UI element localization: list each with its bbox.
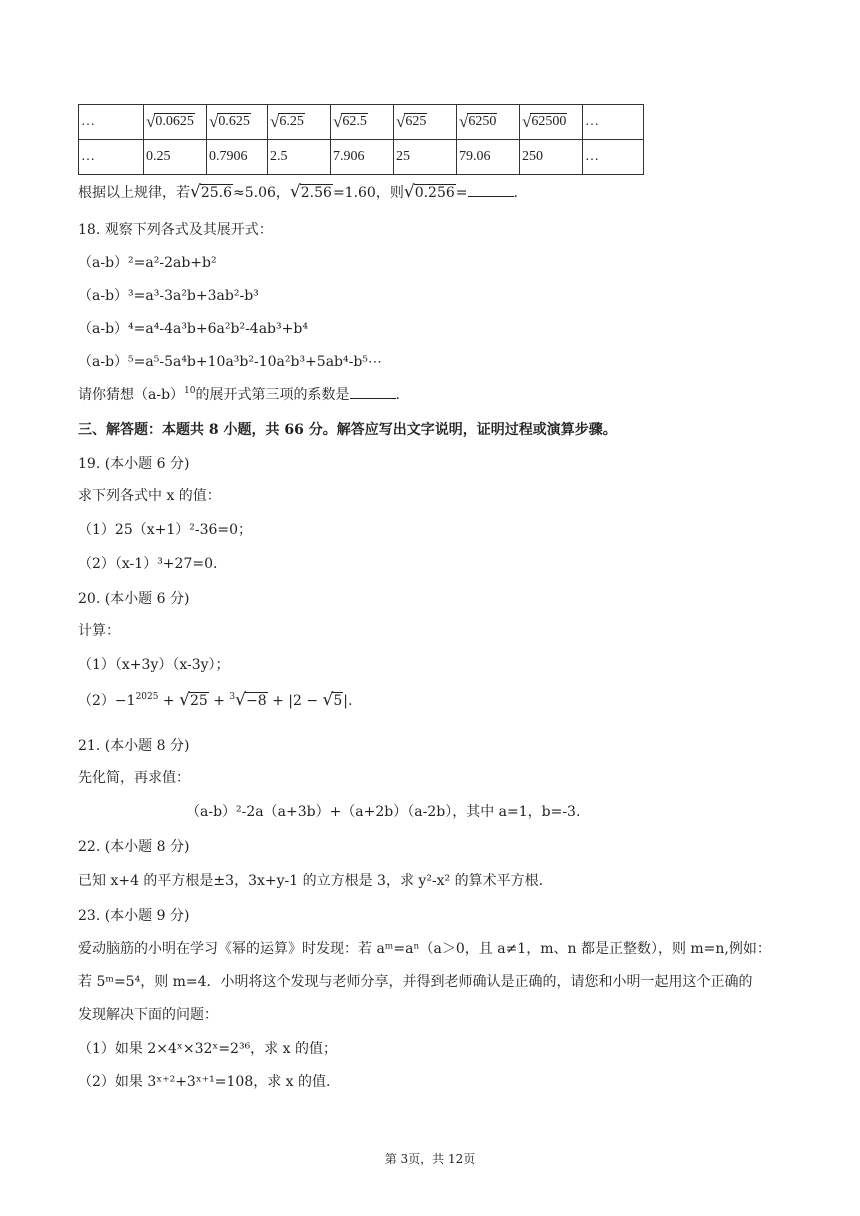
table-cell: 0.7906 <box>207 140 268 175</box>
q19-intro: 求下列各式中 x 的值： <box>78 488 221 504</box>
table-cell: √ 6.25 <box>268 105 331 140</box>
table-cell: √ 62.5 <box>331 105 394 140</box>
q17-statement: 根据以上规律，若 √ 25.6 ≈5.06， √ 2.56 =1.60，则 √ 0.256 = . <box>78 182 518 202</box>
q22-text: 已知 x+4 的平方根是±3，3x+y-1 的立方根是 3，求 y²-x² 的算术平方根. <box>78 873 544 889</box>
table-cell: √ 62500 <box>520 105 583 140</box>
q19-part2: （2）（x-1）³+27=0. <box>78 556 218 572</box>
table-cell: 25 <box>394 140 457 175</box>
q21-intro: 先化简，再求值： <box>78 770 190 786</box>
sqrt-pattern-table <box>78 104 644 175</box>
q21-title: 21. (本小题 8 分) <box>78 738 190 754</box>
q23-text-line: 爱动脑筋的小明在学习《幂的运算》时发现：若 aᵐ=aⁿ（a＞0，且 a≠1，m、n 都是正整数），则 m=n,例如： <box>78 941 771 957</box>
answer-blank <box>468 184 514 197</box>
table-cell: 250 <box>520 140 583 175</box>
q23-text-line: 发现解决下面的问题： <box>78 1007 218 1023</box>
page-footer: 第 3页，共 12页 <box>384 1152 476 1166</box>
table-cell: √ 625 <box>394 105 457 140</box>
q20-intro: 计算： <box>78 623 120 639</box>
table-row <box>79 140 644 175</box>
q18-title: 18. 观察下列各式及其展开式： <box>78 222 273 238</box>
table-cell: √ 6250 <box>457 105 520 140</box>
table-cell: … <box>79 140 144 175</box>
table-cell: 2.5 <box>268 140 331 175</box>
q18-expansion-line: （a-b）⁵=a⁵-5a⁴b+10a³b²-10a²b³+5ab⁴-b⁵⋯ <box>78 354 382 370</box>
table-cell: … <box>583 140 644 175</box>
q18-question: 请你猜想$(a-b)^{10}$的展开式第三项的系数是 . <box>78 386 400 403</box>
q20-title: 20. (本小题 6 分) <box>78 591 190 607</box>
q19-part1: （1）25（x+1）²-36=0； <box>78 522 253 538</box>
q20-part2: $(2)-1^{2025}$ + √ 25 + $^3$ √ −8 + |2 − √ 5 |. <box>78 690 353 710</box>
q18-expansion-line: （a-b）⁴=a⁴-4a³b+6a²b²-4ab³+b⁴ <box>78 321 308 337</box>
table-cell: √ 0.625 <box>207 105 268 140</box>
q20-part1: （1）（x+3y）（x-3y）； <box>78 657 230 673</box>
q18-expansion-line: （a-b）²=a²-2ab+b² <box>78 255 217 271</box>
table-cell: 0.25 <box>144 140 207 175</box>
answer-blank <box>350 386 396 399</box>
q23-part2: （2）如果 3ˣ⁺²+3ˣ⁺¹=108，求 x 的值. <box>78 1074 331 1090</box>
section-heading: 三、解答题：本题共 8 小题，共 66 分。解答应写出文字说明，证明过程或演算步骤。 <box>78 422 617 438</box>
table-row <box>79 105 644 140</box>
q22-title: 22. (本小题 8 分) <box>78 839 190 855</box>
q21-expression: （a-b）²-2a（a+3b）+（a+2b）（a-2b），其中 a=1，b=-3. <box>186 804 581 820</box>
table-cell: 7.906 <box>331 140 394 175</box>
q19-title: 19. (本小题 6 分) <box>78 456 190 472</box>
table-cell: 79.06 <box>457 140 520 175</box>
q23-text-line: 若 5ᵐ=5⁴，则 m=4．小明将这个发现与老师分享，并得到老师确认是正确的，请您和小明一起用这个正确的 <box>78 974 753 990</box>
table-cell: … <box>79 105 144 140</box>
q18-expansion-line: （a-b）³=a³-3a²b+3ab²-b³ <box>78 288 259 304</box>
table-cell: √ 0.0625 <box>144 105 207 140</box>
table-cell: … <box>583 105 644 140</box>
q23-title: 23. (本小题 9 分) <box>78 908 190 924</box>
q23-part1: （1）如果 2×4ˣ×32ˣ=2³⁶，求 x 的值； <box>78 1041 337 1057</box>
